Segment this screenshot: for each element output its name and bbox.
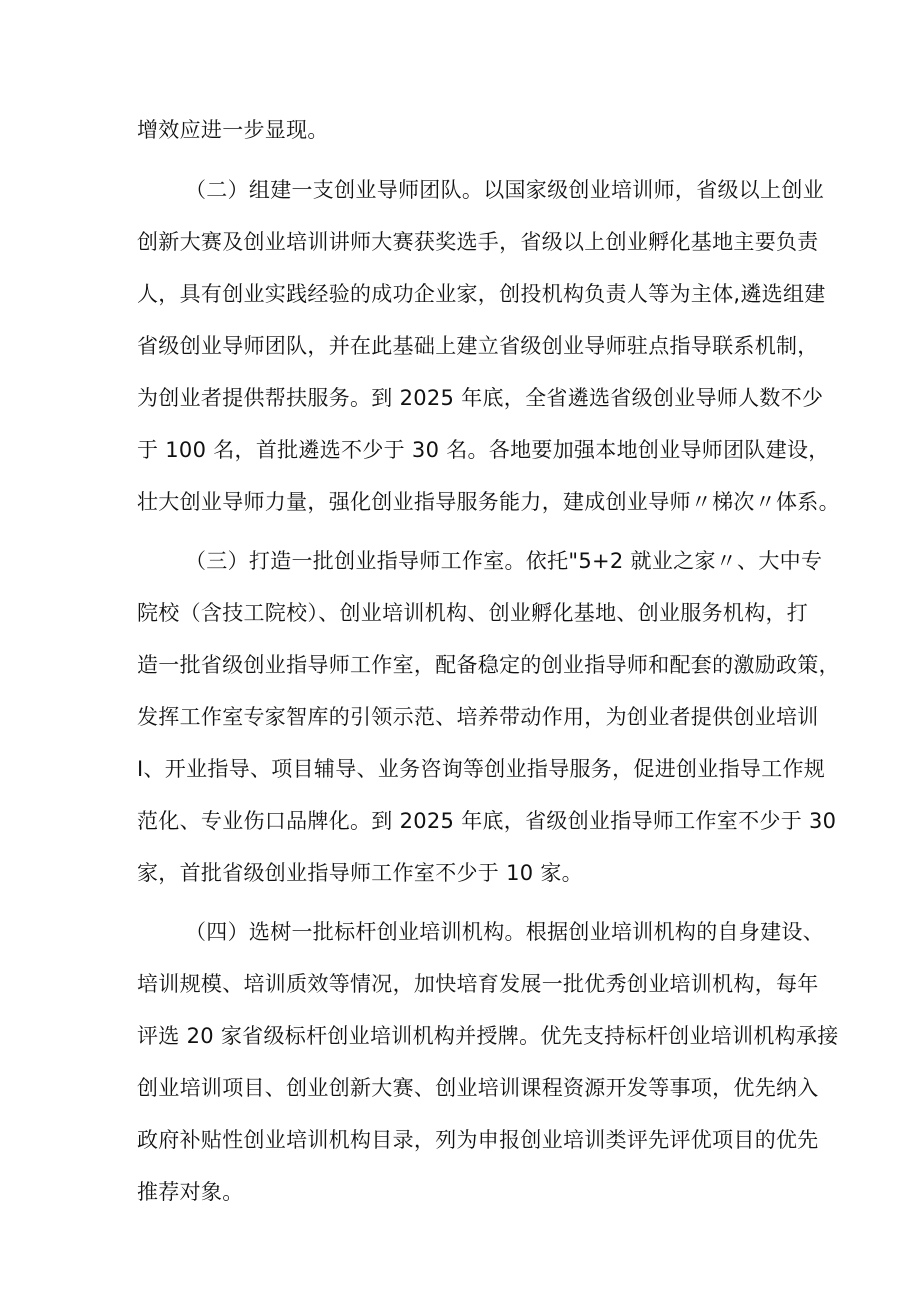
paragraph-3-line-2: 评选 20 家省级标杆创业培训机构并授牌。优先支持标杆创业培训机构承接: [137, 1024, 839, 1048]
paragraph-2-line-1: 院校（含技工院校）、创业培训机构、创业孵化基地、创业服务机构，打: [137, 601, 809, 625]
paragraph-2-line-2: 造一批省级创业指导师工作室，配备稳定的创业指导师和配套的激励政策，: [137, 653, 840, 677]
paragraph-1-line-5: 于 100 名，首批遴选不少于 30 名。各地要加强本地创业导师团队建设，: [137, 438, 830, 462]
paragraph-3-line-4: 政府补贴性创业培训机构目录，列为申报创业培训类评先评优项目的优先: [137, 1128, 819, 1152]
paragraph-0-line-0: 增效应进一步显现。: [137, 118, 329, 142]
paragraph-3-line-3: 创业培训项目、创业创新大赛、创业培训课程资源开发等事项，优先纳入: [137, 1076, 819, 1100]
paragraph-2-line-3: 发挥工作室专家智库的引领示范、培养带动作用，为创业者提供创业培训: [137, 705, 819, 729]
paragraph-1-line-2: 人，具有创业实践经验的成功企业家，创投机构负责人等为主体,遴选组建: [137, 282, 826, 306]
paragraph-1-line-0: （二）组建一支创业导师团队。以国家级创业培训师，省级以上创业: [185, 178, 824, 202]
paragraph-3-line-0: （四）选树一批标杆创业培训机构。根据创业培训机构的自身建设、: [185, 920, 824, 944]
paragraph-2-line-0: （三）打造一批创业指导师工作室。依托"5+2 就业之家〃、大中专: [185, 549, 823, 573]
paragraph-1-line-3: 省级创业导师团队，并在此基础上建立省级创业导师驻点指导联系机制，: [137, 334, 819, 358]
paragraph-2-line-6: 家，首批省级创业指导师工作室不少于 10 家。: [137, 861, 583, 885]
paragraph-1-line-4: 为创业者提供帮扶服务。到 2025 年底，全省遴选省级创业导师人数不少: [137, 386, 824, 410]
paragraph-1-line-1: 创新大赛及创业培训讲师大赛获奖选手，省级以上创业孵化基地主要负责: [137, 230, 819, 254]
paragraph-1-line-6: 壮大创业导师力量，强化创业指导服务能力，建成创业导师〃梯次〃体系。: [137, 490, 840, 514]
paragraph-3-line-5: 推荐对象。: [137, 1180, 244, 1204]
paragraph-3-line-1: 培训规模、培训质效等情况，加快培育发展一批优秀创业培训机构，每年: [137, 972, 819, 996]
paragraph-2-line-4: I、开业指导、项目辅导、业务咨询等创业指导服务，促进创业指导工作规: [137, 757, 826, 781]
paragraph-2-line-5: 范化、专业伤口品牌化。到 2025 年底，省级创业指导师工作室不少于 30: [137, 809, 837, 833]
